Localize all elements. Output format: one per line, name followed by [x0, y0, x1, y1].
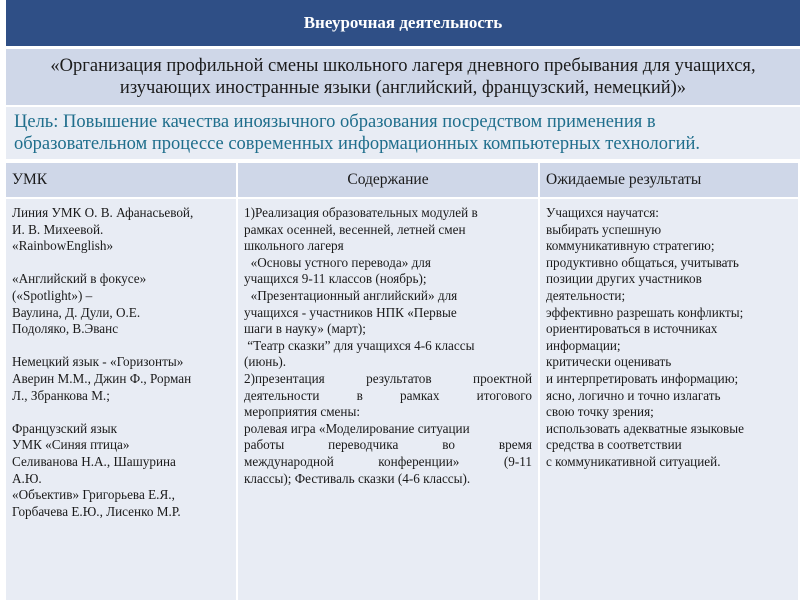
- content-cell: [238, 199, 540, 600]
- subtitle-band: [6, 49, 800, 107]
- cell-line: “Театр сказки” для учащихся 4-6 классы: [244, 337, 475, 353]
- subtitle: [50, 55, 755, 99]
- cell-line: информации;: [546, 337, 621, 353]
- cell-line: эффективно разрешать конфликты;: [546, 304, 744, 320]
- cell-line: школьного лагеря: [244, 238, 344, 254]
- cell-line: Ваулина, Д. Дули, О.Е.: [12, 304, 141, 320]
- cell-line: коммуникативную стратегию;: [546, 238, 715, 254]
- umk-cell: [6, 199, 238, 600]
- cell-line: шаги в науку» (март);: [244, 321, 366, 337]
- cell-line: с коммуникативной ситуацией.: [546, 453, 721, 469]
- cell-line: деятельности;: [546, 287, 626, 303]
- cell-line: [12, 255, 230, 272]
- cell-line: 1)Реализация образовательных модулей в: [244, 205, 478, 220]
- cell-line: (июнь).: [244, 354, 287, 370]
- goal-band: [6, 107, 800, 161]
- cell-line: учащихся 9-11 классов (ноябрь);: [244, 271, 427, 287]
- cell-line: учащихся - участников НПК «Первые: [244, 304, 457, 320]
- cell-line: Селиванова Н.А., Шашурина: [12, 453, 176, 469]
- cell-line: продуктивно общаться, учитывать: [546, 254, 739, 270]
- cell-line: выбирать успешную: [546, 221, 662, 237]
- cell-line: Горбачева Е.Ю., Лисенко М.Р.: [12, 503, 181, 519]
- cell-line: критически оценивать: [546, 354, 672, 370]
- cell-line: «Объектив» Григорьева Е.Я.,: [12, 487, 175, 503]
- header-results: Ожидаемые результаты: [540, 163, 800, 197]
- cell-line: «RainbowEnglish»: [12, 238, 114, 254]
- cell-line: УМК «Синяя птица»: [12, 437, 130, 453]
- subtitle-line: изучающих иностранные языки (английский, французский, немецкий)»: [119, 78, 687, 98]
- cell-line: ясно, логично и точно излагать: [546, 387, 721, 403]
- cell-line: [12, 338, 230, 355]
- goal-text: [14, 111, 700, 155]
- cell-line: 2)презентация результатов проектной: [244, 370, 532, 386]
- cell-line: И. В. Михеевой.: [12, 221, 104, 237]
- slide-title: Внеурочная деятельность: [303, 13, 503, 32]
- results-cell: [540, 199, 800, 600]
- goal-line: Цель: Повышение качества иноязычного образования посредством применения в: [14, 112, 656, 132]
- cell-line: свою точку зрения;: [546, 404, 654, 420]
- header-content: Содержание: [238, 163, 540, 197]
- cell-line: международной конференции» (9-11: [244, 453, 532, 469]
- cell-line: («Spotlight») –: [12, 287, 93, 303]
- cell-line: рамках осенней, весенней, летней смен: [244, 221, 466, 237]
- cell-line: ролевая игра «Моделирование ситуации: [244, 420, 470, 436]
- cell-line: [12, 404, 230, 421]
- table-body-row: [6, 199, 800, 600]
- cell-line: «Презентационный английский» для: [244, 287, 458, 303]
- cell-line: мероприятия смены:: [244, 404, 360, 420]
- cell-line: Французский язык: [12, 420, 117, 436]
- cell-line: деятельности в рамках итогового: [244, 387, 532, 403]
- cell-line: и интерпретировать информацию;: [546, 370, 739, 386]
- cell-line: использовать адекватные языковые: [546, 420, 744, 436]
- cell-line: ориентироваться в источниках: [546, 321, 718, 337]
- cell-line: позиции других участников: [546, 271, 702, 287]
- cell-line: Линия УМК О. В. Афанасьевой,: [12, 205, 194, 220]
- cell-line: работы переводчика во время: [244, 437, 532, 453]
- cell-line: Л., Збранкова М.;: [12, 387, 110, 403]
- goal-line: образовательном процессе современных информационных компьютерных технологий.: [14, 134, 701, 154]
- table-header-row: [6, 163, 800, 199]
- cell-line: «Основы устного перевода» для: [244, 254, 431, 270]
- subtitle-line: «Организация профильной смены школьного лагеря дневного пребывания для учащихся,: [50, 56, 756, 76]
- title-band: [6, 0, 800, 49]
- cell-line: Подоляко, В.Эванс: [12, 321, 119, 337]
- cell-line: средства в соответствии: [546, 437, 682, 453]
- cell-line: Учащихся научатся:: [546, 205, 659, 220]
- cell-line: А.Ю.: [12, 470, 42, 486]
- header-umk: УМК: [6, 163, 238, 197]
- cell-line: Аверин М.М., Джин Ф., Рорман: [12, 370, 192, 386]
- cell-line: классы); Фестиваль сказки (4-6 классы).: [244, 470, 471, 486]
- cell-line: Немецкий язык - «Горизонты»: [12, 354, 184, 370]
- cell-line: «Английский в фокусе»: [12, 271, 147, 287]
